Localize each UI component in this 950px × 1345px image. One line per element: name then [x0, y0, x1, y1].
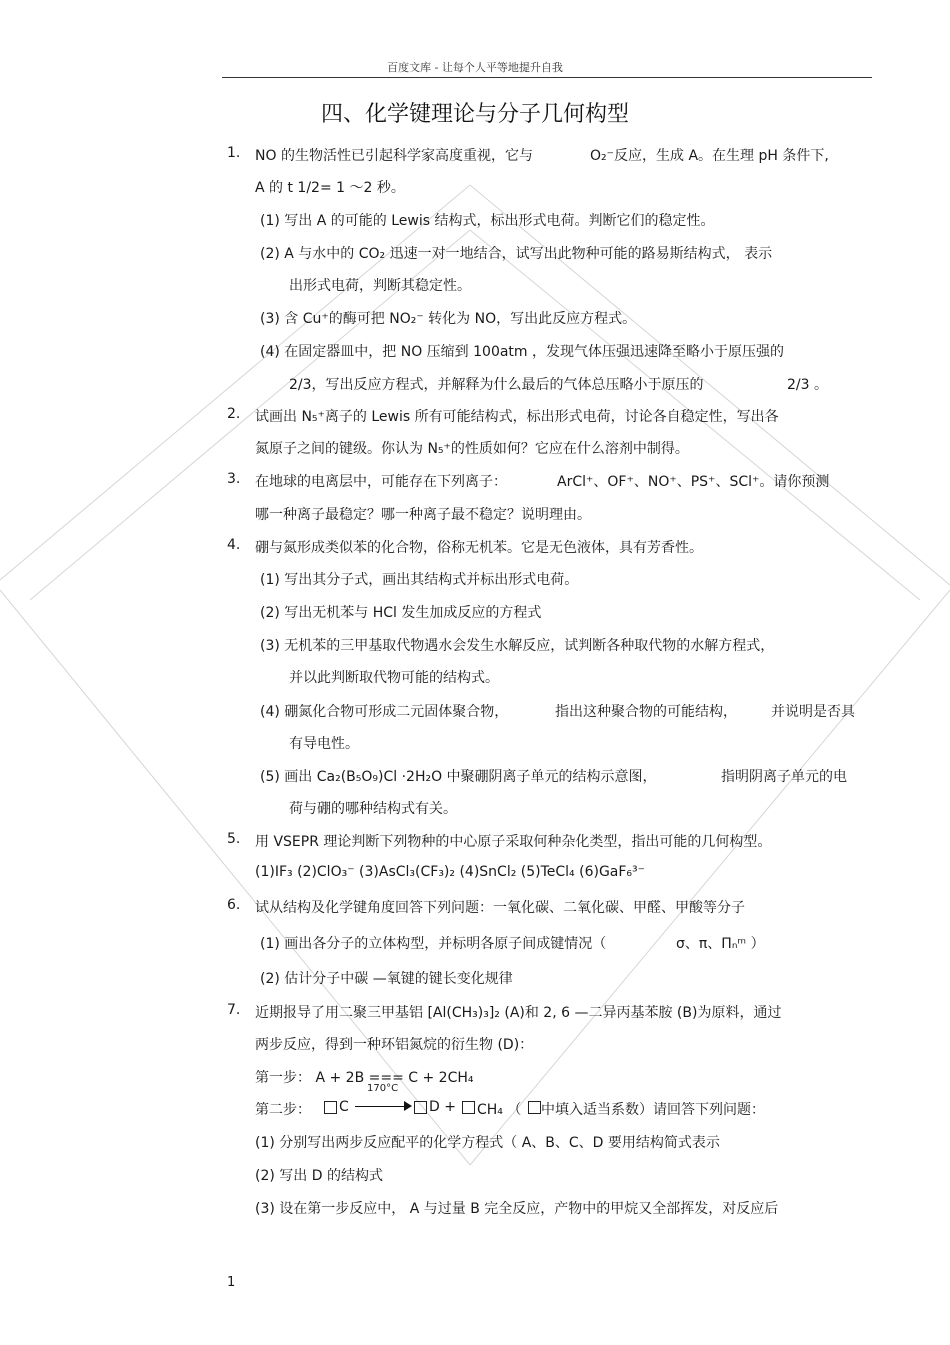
text-line: 在地球的电离层中，可能存在下列离子： [255, 474, 507, 490]
text-line: 中填入适当系数）请回答下列问题： [541, 1102, 765, 1118]
text-line: 近期报导了用二聚三甲基铝 [Al(CH₃)₃]₂ (A)和 2, 6 —二异丙基苯胺 (B)为原料，通过 [255, 1005, 782, 1021]
question-number: 3. [227, 471, 241, 487]
coefficient-box [324, 1101, 337, 1114]
arrow-head-icon [404, 1101, 412, 1111]
text-line: ArCl⁺、OF⁺、NO⁺、PS⁺、SCl⁺。请你预测 [557, 474, 830, 490]
text-line: 指明阴离子单元的电 [721, 769, 847, 785]
sub-question: (1) 画出各分子的立体构型，并标明各原子间成键情况（ [260, 936, 607, 952]
text-line: 哪一种离子最稳定？哪一种离子最不稳定？说明理由。 [255, 507, 591, 523]
text-line: A 的 t 1/2= 1 ～2 秒。 [255, 180, 405, 196]
text-line: 2/3 。 [787, 377, 828, 393]
sub-question: (5) 画出 Ca₂(B₅O₉)Cl ·2H₂O 中聚硼阴离子单元的结构示意图， [260, 769, 657, 785]
sub-question: (2) A 与水中的 CO₂ 迅速一对一地结合，试写出此物种可能的路易斯结构式， 表示 [260, 246, 773, 262]
sub-question: (2) 写出 D 的结构式 [255, 1168, 383, 1184]
coefficient-box [414, 1101, 427, 1114]
text-line: 两步反应，得到一种环铝氮烷的衍生物 (D)： [255, 1037, 534, 1053]
text-line: 试从结构及化学键角度回答下列问题：一氧化碳、二氧化碳、甲醛、甲酸等分子 [255, 900, 745, 916]
text-line: 并说明是否具 [771, 704, 855, 720]
sub-question: (3) 设在第一步反应中， A 与过量 B 完全反应，产物中的甲烷又全部挥发，对反应后 [255, 1201, 779, 1217]
text-line: D + [429, 1099, 456, 1115]
text-line: 用 VSEPR 理论判断下列物种的中心原子采取何种杂化类型，指出可能的几何构型。 [255, 834, 772, 850]
text-line: 指出这种聚合物的可能结构， [555, 704, 737, 720]
sub-question: (1) 写出 A 的可能的 Lewis 结构式，标出形式电荷。判断它们的稳定性。 [260, 213, 715, 229]
question-number: 1. [227, 145, 241, 161]
question-number: 4. [227, 537, 241, 553]
sub-question: (3) 无机苯的三甲基取代物遇水会发生水解反应，试判断各种取代物的水解方程式， [260, 638, 775, 654]
page-title: 四、化学键理论与分子几何构型 [320, 102, 629, 127]
species-list: (1)IF₃ (2)ClO₃⁻ (3)AsCl₃(CF₃)₂ (4)SnCl₂ (5)TeCl₄ (6)GaF₆³⁻ [255, 864, 646, 880]
coefficient-box [528, 1101, 541, 1114]
reaction-condition: 170°C [367, 1083, 399, 1094]
reaction-step-2-label: 第二步： [255, 1102, 311, 1118]
question-number: 5. [227, 831, 241, 847]
sub-question: (4) 在固定器皿中，把 NO 压缩到 100atm ，发现气体压强迅速降至略小于原压强的 [260, 344, 785, 360]
header-divider [222, 77, 872, 78]
question-number: 2. [227, 406, 241, 422]
text-line: NO 的生物活性已引起科学家高度重视，它与 [255, 148, 533, 164]
sub-question: (4) 硼氮化合物可形成二元固体聚合物， [260, 704, 509, 720]
question-number: 6. [227, 897, 241, 913]
header-text: 百度文库 - 让每个人平等地提升自我 [387, 61, 563, 74]
text-line: 2/3，写出反应方程式，并解释为什么最后的气体总压略小于原压的 [289, 377, 704, 393]
text-line: σ、π、Πₙᵐ ） [676, 936, 765, 952]
page-number: 1 [227, 1275, 236, 1290]
question-number: 7. [227, 1002, 241, 1018]
text-line: 试画出 N₅⁺离子的 Lewis 所有可能结构式，标出形式电荷，讨论各自稳定性，写出各 [255, 409, 779, 425]
text-line: 出形式电荷，判断其稳定性。 [289, 278, 471, 294]
text-line: 氮原子之间的键级。你认为 N₅⁺的性质如何？它应在什么溶剂中制得。 [255, 441, 689, 457]
arrow-icon [355, 1106, 407, 1107]
text-line: C [339, 1099, 349, 1115]
sub-question: (1) 分别写出两步反应配平的化学方程式（ A、B、C、D 要用结构简式表示 [255, 1135, 720, 1151]
text-line: CH₄ （ [477, 1102, 522, 1118]
text-line: 有导电性。 [289, 736, 359, 752]
text-line: 荷与硼的哪种结构式有关。 [289, 801, 457, 817]
text-line: 硼与氮形成类似苯的化合物，俗称无机苯。它是无色液体，具有芳香性。 [255, 540, 703, 556]
sub-question: (3) 含 Cu⁺的酶可把 NO₂⁻ 转化为 NO，写出此反应方程式。 [260, 311, 637, 327]
sub-question: (2) 估计分子中碳 —氧键的键长变化规律 [260, 971, 513, 987]
coefficient-box [462, 1101, 475, 1114]
sub-question: (1) 写出其分子式，画出其结构式并标出形式电荷。 [260, 572, 579, 588]
text-line: O₂⁻反应，生成 A。在生理 pH 条件下, [590, 148, 829, 164]
reaction-step-1: 第一步： A + 2B === C + 2CH₄ [255, 1070, 474, 1086]
sub-question: (2) 写出无机苯与 HCl 发生加成反应的方程式 [260, 605, 542, 621]
text-line: 并以此判断取代物可能的结构式。 [289, 670, 499, 686]
